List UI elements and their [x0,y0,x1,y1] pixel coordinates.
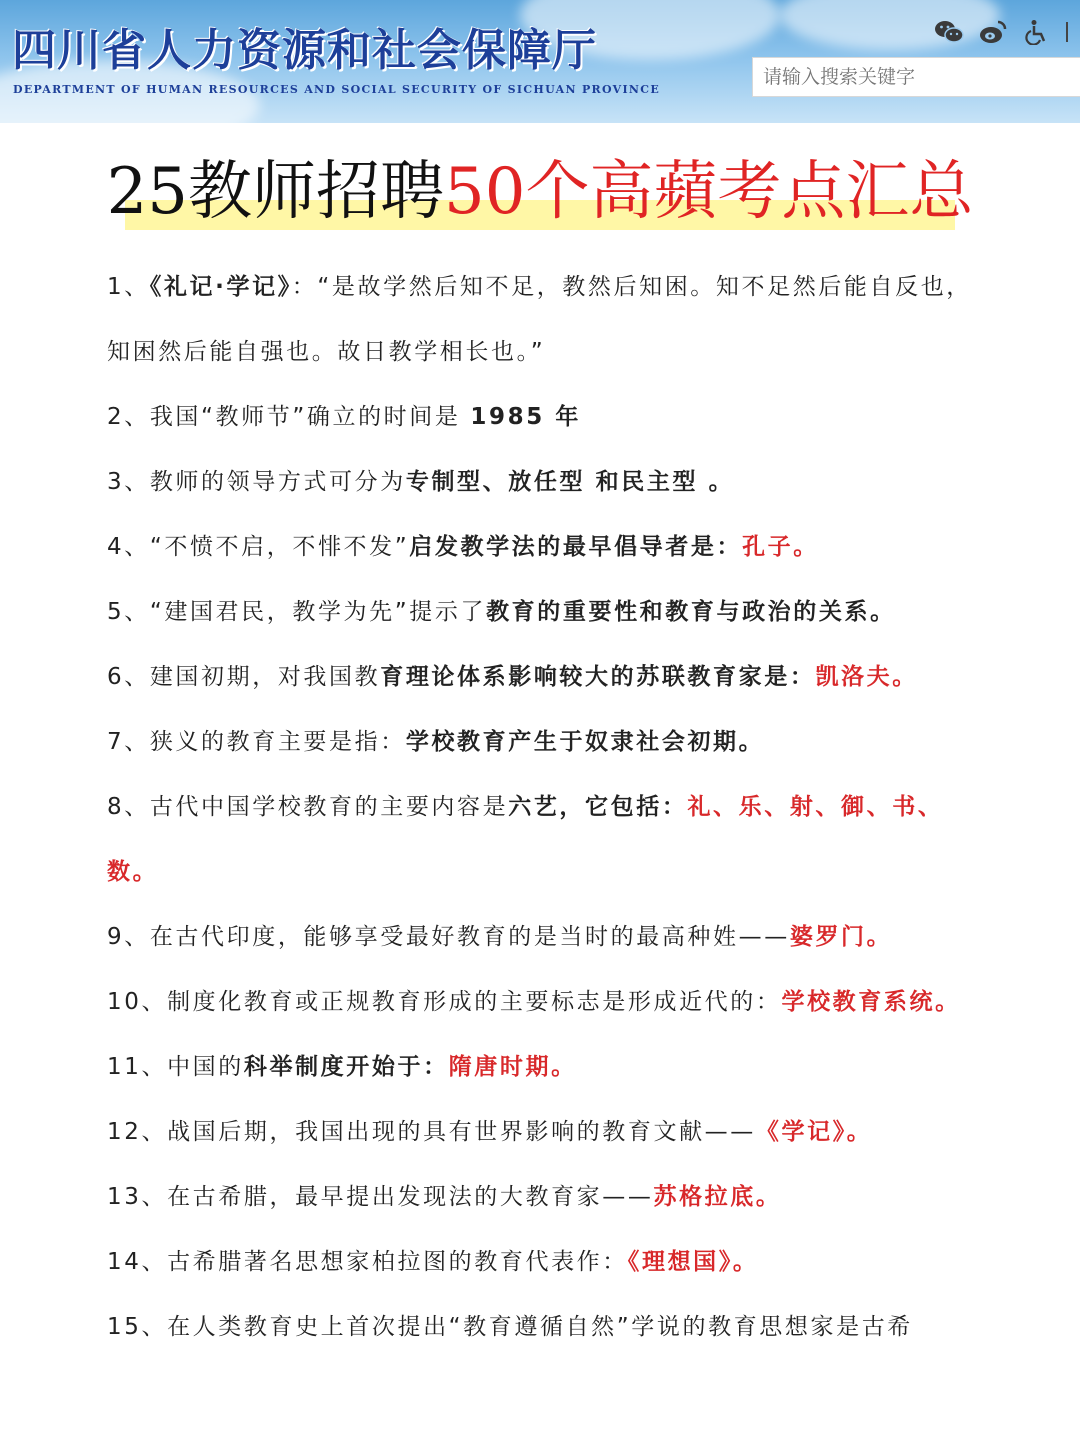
list-item: 1、《礼记·学记》：“是故学然后知不足，教然后知困。知不足然后能自反也，知困然后能自强也。故日教学相长也。” [107,274,972,365]
list-item: 14、古希腊著名思想家柏拉图的教育代表作：《理想国》。 [107,1249,759,1275]
list-item: 5、“建国君民，教学为先”提示了教育的重要性和教育与政治的关系。 [107,599,896,625]
list-item: 2、我国“教师节”确立的时间是 1985 年 [107,404,582,430]
search-input[interactable] [752,57,1080,97]
header-icons [934,17,1052,47]
accessibility-icon[interactable] [1022,17,1052,47]
list-item: 8、古代中国学校教育的主要内容是六艺，它包括：礼、乐、射、御、书、数。 [107,794,944,885]
list-item: 12、战国后期，我国出现的具有世界影响的教育文献——《学记》。 [107,1119,873,1145]
list-item: 13、在古希腊，最早提出发现法的大教育家——苏格拉底。 [107,1184,782,1210]
list-item: 15、在人类教育史上首次提出“教育遵循自然”学说的教育思想家是古希 [107,1314,913,1340]
department-english-name: DEPARTMENT OF HUMAN RESOURCES AND SOCIAL SECURITY OF SICHUAN PROVINCE [13,83,661,96]
list-item: 9、在古代印度，能够享受最好教育的是当时的最高种姓——婆罗门。 [107,924,893,950]
icon-divider [1066,22,1068,42]
wechat-icon[interactable] [934,17,964,47]
list-item: 10、制度化教育或正规教育形成的主要标志是形成近代的：学校教育系统。 [107,989,961,1015]
list-item: 3、教师的领导方式可分为专制型、放任型 和民主型 。 [107,469,735,495]
department-title[interactable]: 四川省人力资源和社会保障厅 [12,25,597,76]
list-item: 7、狭义的教育主要是指：学校教育产生于奴隶社会初期。 [107,729,765,755]
page-title [0,150,1080,234]
title-part-red: 50个高蘋考点汇总 [444,155,974,229]
article-body [107,255,987,1360]
weibo-icon[interactable] [978,17,1008,47]
title-part-black: 25教师招聘 [106,155,444,229]
list-item: 6、建国初期，对我国教育理论体系影响较大的苏联教育家是：凯洛夫。 [107,664,918,690]
list-item: 11、中国的科举制度开始于：隋唐时期。 [107,1054,577,1080]
site-header [0,0,1080,123]
list-item: 4、“不愤不启，不悱不发”启发教学法的最早倡导者是：孔子。 [107,534,819,560]
